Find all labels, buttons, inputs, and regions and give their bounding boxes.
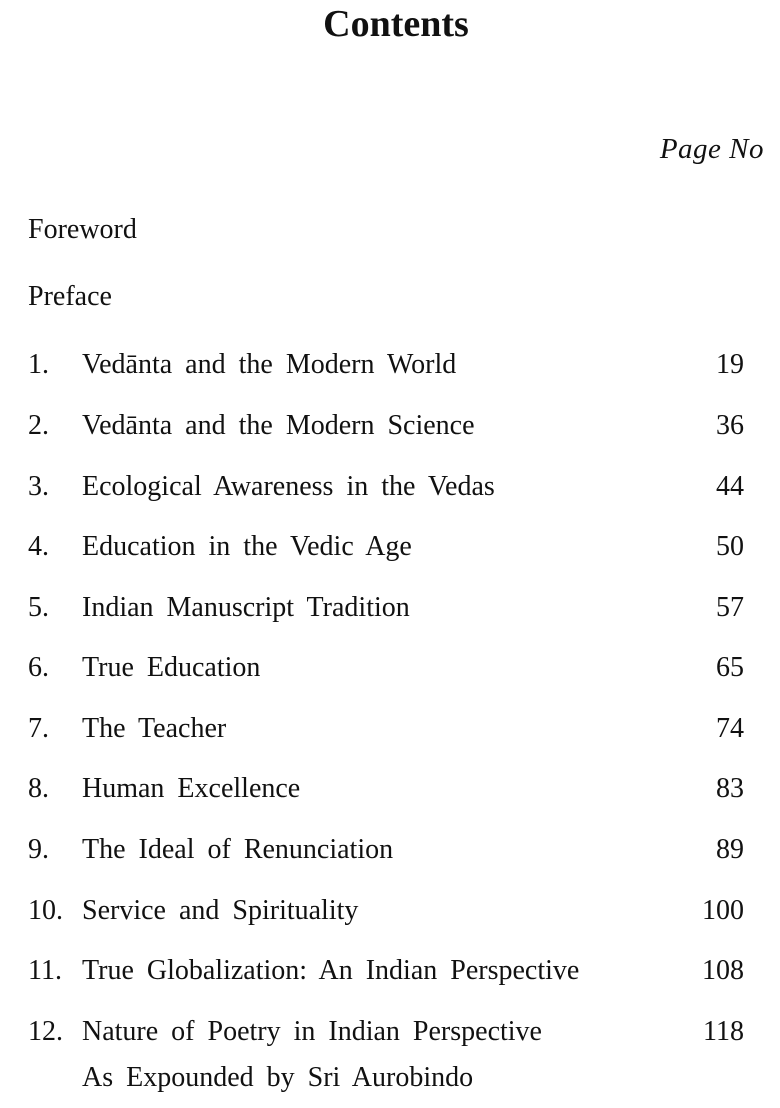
toc-entry-title-continuation: As Expounded by Sri Aurobindo: [82, 1062, 474, 1093]
toc-entry-page: 100: [702, 895, 744, 926]
toc-entry-title: True Globalization: An Indian Perspective: [82, 955, 580, 986]
toc-entry-number: 7.: [28, 713, 49, 744]
toc-entry-number: 4.: [28, 531, 49, 562]
toc-entry-title: True Education: [82, 652, 261, 683]
toc-entry-page: 44: [716, 471, 744, 502]
toc-entry-title: Indian Manuscript Tradition: [82, 592, 410, 623]
toc-entry-title: Ecological Awareness in the Vedas: [82, 471, 495, 502]
toc-entry-number: 11.: [28, 955, 62, 986]
toc-entry-number: 5.: [28, 592, 49, 623]
toc-entry-number: 12.: [28, 1016, 63, 1047]
toc-entry-page: 65: [716, 652, 744, 683]
toc-entry-page: 57: [716, 592, 744, 623]
toc-entry-number: 2.: [28, 410, 49, 441]
page-number-column-header: Page No: [659, 133, 764, 165]
toc-entry-title: Service and Spirituality: [82, 895, 359, 926]
toc-entry-title: The Ideal of Renunciation: [82, 834, 394, 865]
toc-entry-foreword[interactable]: Foreword: [28, 214, 137, 245]
toc-entry-number: 9.: [28, 834, 49, 865]
toc-entry-page: 19: [716, 349, 744, 380]
toc-entry-page: 108: [702, 955, 744, 986]
toc-entry-page: 74: [716, 713, 744, 744]
toc-entry-number: 8.: [28, 773, 49, 804]
toc-entry-preface[interactable]: Preface: [28, 281, 112, 312]
toc-entry-title: Vedānta and the Modern Science: [82, 410, 475, 441]
toc-entry-title: Education in the Vedic Age: [82, 531, 412, 562]
toc-entry-page: 118: [703, 1016, 744, 1047]
toc-entry-page: 36: [716, 410, 744, 441]
toc-entry-title: Vedānta and the Modern World: [82, 349, 457, 380]
toc-entry-title: The Teacher: [82, 713, 227, 744]
toc-entry-number: 3.: [28, 471, 49, 502]
toc-entry-page: 89: [716, 834, 744, 865]
toc-entry-page: 50: [716, 531, 744, 562]
toc-entry-title: Human Excellence: [82, 773, 301, 804]
toc-entry-number: 10.: [28, 895, 63, 926]
toc-entry-number: 1.: [28, 349, 49, 380]
toc-entry-title: Nature of Poetry in Indian Perspective: [82, 1016, 542, 1047]
toc-entry-page: 83: [716, 773, 744, 804]
toc-entry-number: 6.: [28, 652, 49, 683]
page-title: Contents: [323, 3, 469, 45]
